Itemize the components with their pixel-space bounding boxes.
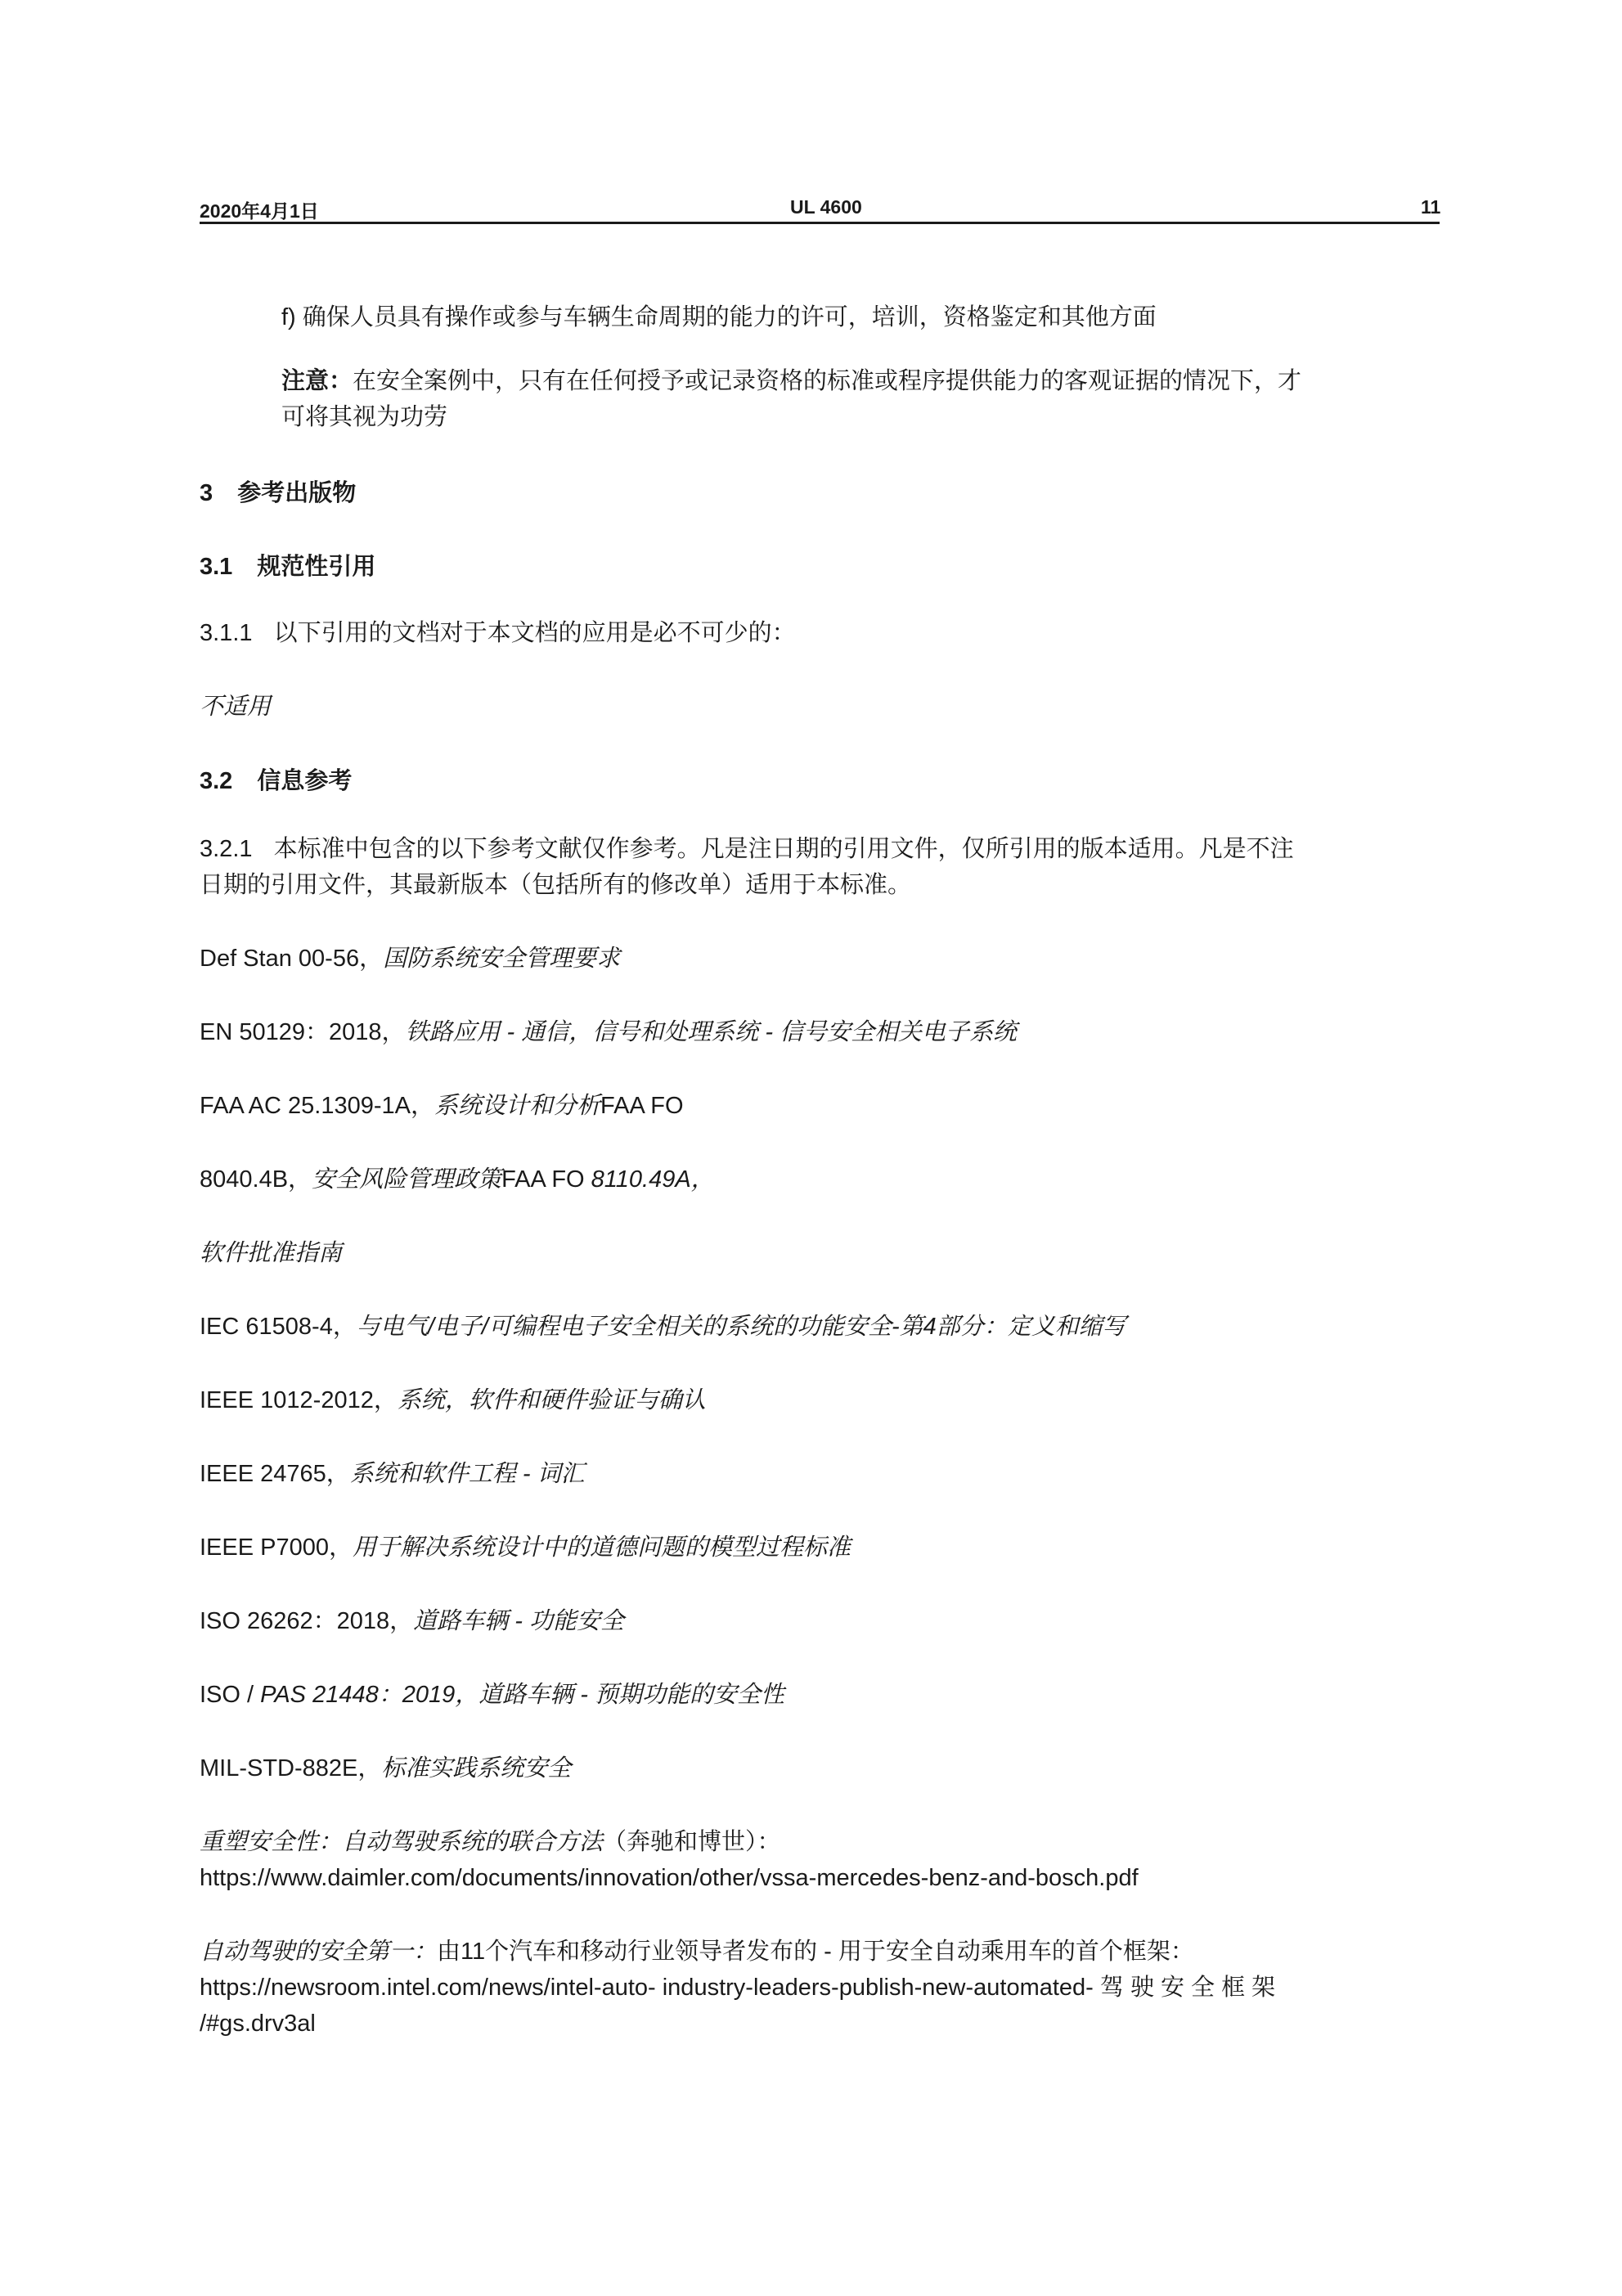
reference-tail-italic: 8110.49A， <box>591 1166 715 1193</box>
reference-item <box>200 1603 624 1639</box>
reference-code: Def Stan 00-56， <box>200 946 384 972</box>
reference-title: 国防系统安全管理要求 <box>383 946 621 972</box>
clause-3-1-1-text: 以下引用的文档对于本文档的应用是必不可少的： <box>273 620 796 646</box>
reference-code: IEEE 1012-2012， <box>200 1387 398 1413</box>
list-item-f: f) 确保人员具有操作或参与车辆生命周期的能力的许可，培训，资格鉴定和其他方面 <box>281 304 1157 330</box>
reference-item <box>200 1014 1017 1050</box>
note-label: 注意： <box>281 368 353 394</box>
section-3-1-heading <box>200 548 375 582</box>
clause-3-1-1 <box>200 615 796 651</box>
reference-title: 与电气/电子/可编程电子安全相关的系统的功能安全-第4部分：定义和缩写 <box>356 1314 1126 1340</box>
reference-intel-url-2[interactable]: /#gs.drv3al <box>200 2011 316 2037</box>
reference-item <box>200 1235 342 1271</box>
reference-item <box>200 1309 1126 1345</box>
reference-title: 标准实践系统安全 <box>381 1755 572 1782</box>
section-3-1-number: 3.1 <box>200 554 233 580</box>
reference-item <box>200 1456 585 1492</box>
reference-item <box>200 1677 784 1713</box>
header-standard: UL 4600 <box>790 196 862 218</box>
reference-intel-title: 自动驾驶的安全第一： <box>200 1939 438 1965</box>
section-3-2-title: 信息参考 <box>257 768 353 794</box>
header-rule <box>200 222 1440 224</box>
note-line-1 <box>281 363 1301 399</box>
reference-code: IEC 61508-4， <box>200 1314 357 1340</box>
reference-intel-url-1[interactable]: https://newsroom.intel.com/news/intel-auto- industry-leaders-publish-new-automated- 驾 驶 安 全 框 架 <box>200 1975 1276 2001</box>
reference-code: MIL-STD-882E， <box>200 1755 382 1782</box>
reference-code: EN 50129：2018， <box>200 1019 406 1045</box>
clause-3-2-1-text-1: 本标准中包含的以下参考文献仅作参考。凡是注日期的引用文件，仅所引用的版本适用。凡是不注 <box>273 836 1294 862</box>
note-line-2: 可将其视为功劳 <box>281 404 448 430</box>
section-3-number: 3 <box>200 480 213 506</box>
reference-daimler-suffix: （奔驰和博世）： <box>603 1829 781 1855</box>
reference-title: 用于解决系统设计中的道德问题的模型过程标准 <box>353 1534 851 1561</box>
section-3-2-number: 3.2 <box>200 768 233 794</box>
reference-item <box>200 1750 571 1786</box>
reference-code: ISO / <box>200 1682 261 1708</box>
section-3-title: 参考出版物 <box>237 480 357 506</box>
reference-code: ISO 26262：2018， <box>200 1608 414 1634</box>
reference-intel-line-1 <box>200 1934 1194 1970</box>
clause-3-2-1-line-2: 日期的引用文件，其最新版本（包括所有的修改单）适用于本标准。 <box>200 872 912 898</box>
section-3-1-title: 规范性引用 <box>257 554 376 580</box>
reference-daimler-url[interactable]: https://www.daimler.com/documents/innovation/other/vssa-mercedes-benz-and-bosch.pdf <box>200 1865 1139 1891</box>
section-3-heading <box>200 474 356 508</box>
reference-code: FAA AC 25.1309-1A， <box>200 1093 434 1119</box>
reference-item <box>200 1161 715 1197</box>
reference-daimler-line-1 <box>200 1824 781 1860</box>
reference-item <box>200 941 620 977</box>
reference-code: IEEE P7000， <box>200 1534 353 1561</box>
reference-code: 8040.4B， <box>200 1166 312 1193</box>
not-applicable: 不适用 <box>200 694 272 720</box>
reference-title: 系统设计和分析 <box>434 1093 600 1119</box>
clause-3-2-1-line-1 <box>200 831 1294 867</box>
reference-tail: FAA FO <box>501 1166 591 1193</box>
header-date: 2020年4月1日 <box>200 200 319 222</box>
reference-item <box>200 1382 706 1418</box>
reference-code: IEEE 24765， <box>200 1461 350 1487</box>
note-text-1: 在安全案例中，只有在任何授予或记录资格的标准或程序提供能力的客观证据的情况下，才 <box>353 368 1302 394</box>
reference-title: 软件批准指南 <box>200 1240 343 1266</box>
header-page-number: 11 <box>1421 196 1441 218</box>
reference-intel-suffix: 由11个汽车和移动行业领导者发布的 - 用于安全自动乘用车的首个框架： <box>437 1939 1194 1965</box>
reference-title: 铁路应用 - 通信，信号和处理系统 - 信号安全相关电子系统 <box>405 1019 1018 1045</box>
reference-title: 系统，软件和硬件验证与确认 <box>397 1387 706 1413</box>
reference-title: PAS 21448：2019，道路车辆 - 预期功能的安全性 <box>260 1682 785 1708</box>
reference-title: 道路车辆 - 功能安全 <box>413 1608 624 1634</box>
reference-title: 系统和软件工程 - 词汇 <box>349 1461 585 1487</box>
clause-3-2-1-number: 3.2.1 <box>200 836 253 862</box>
reference-tail: FAA FO <box>600 1093 684 1119</box>
reference-title: 安全风险管理政策 <box>312 1166 502 1193</box>
reference-item <box>200 1530 851 1566</box>
section-3-2-heading <box>200 762 352 796</box>
reference-item <box>200 1088 684 1124</box>
reference-daimler-title: 重塑安全性：自动驾驶系统的联合方法 <box>200 1829 604 1855</box>
clause-3-1-1-number: 3.1.1 <box>200 620 253 646</box>
